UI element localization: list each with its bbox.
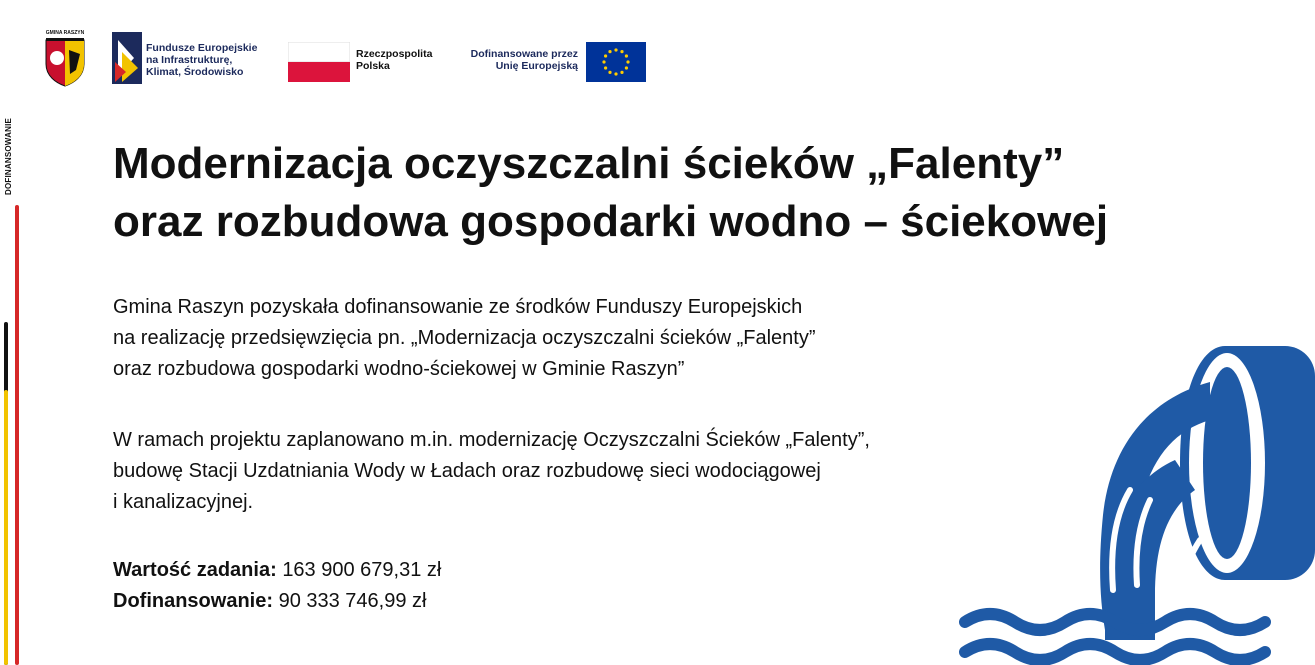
fe-logo-text: Fundusze Europejskie na Infrastrukturę, Klimat, Środowisko	[146, 42, 258, 78]
description-paragraph-1: Gmina Raszyn pozyskała dofinansowanie ze środków Funduszy Europejskich na realizację przedsięwzięcia pn. „Modernizacja oczyszczalni ścieków „Falenty” oraz rozbudowa gospodarki wodno-ściekowej w Gminie Raszyn”	[113, 296, 816, 380]
funding-amount: 90 333 746,99 zł	[278, 590, 427, 612]
project-value-amount: 163 900 679,31 zł	[282, 559, 442, 581]
accent-bar-yellow	[4, 390, 8, 665]
page-title	[113, 135, 1193, 251]
polish-flag-logo	[288, 40, 448, 84]
description-paragraph-2: W ramach projektu zaplanowano m.in. modernizację Oczyszczalni Ścieków „Falenty”, budowę Stacji Uzdatniania Wody w Ładach oraz rozbudowę sieci wodociągowej i kanalizacyjnej.	[113, 429, 870, 513]
crest-caption: GMINA RASZYN	[45, 30, 85, 36]
title-line-1: Modernizacja oczyszczalni ścieków „Falenty”	[113, 139, 1065, 188]
funding-row	[113, 586, 441, 617]
project-facts	[113, 555, 441, 617]
european-funds-logo	[112, 32, 287, 88]
raszyn-crest-icon	[40, 30, 90, 88]
side-label-dofinansowanie: DOFINANSOWANIE	[4, 117, 13, 195]
accent-bar-red	[15, 205, 19, 665]
title-line-2: oraz rozbudowa gospodarki wodno – ściekowej	[113, 197, 1109, 246]
funding-label: Dofinansowanie:	[113, 590, 274, 612]
rp-logo-text: Rzeczpospolita Polska	[356, 48, 433, 72]
ue-logo-text: Dofinansowane przez Unię Europejską	[470, 48, 578, 72]
eu-flag-logo	[460, 40, 650, 84]
project-value-row	[113, 555, 441, 586]
project-value-label: Wartość zadania:	[113, 559, 277, 581]
sewage-pipe-icon	[955, 340, 1315, 665]
